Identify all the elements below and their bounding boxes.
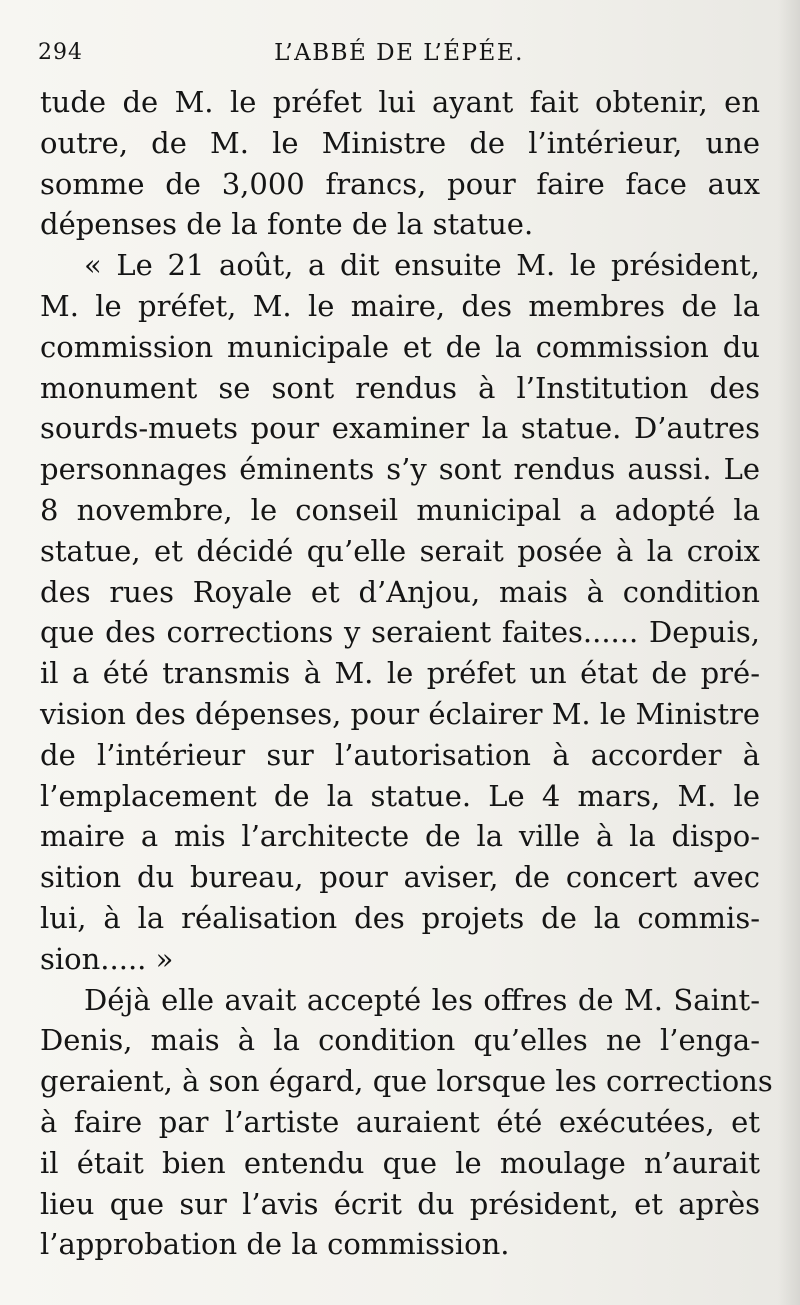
text-line: il a été transmis à M. le préfet un état de pré- (40, 656, 760, 691)
page-edge-shadow (778, 0, 800, 1305)
text-line: des rues Royale et d’Anjou, mais à condition (40, 574, 760, 609)
text-line: somme de 3,000 francs, pour faire face aux (40, 166, 760, 201)
text-line: tude de M. le préfet lui ayant fait obtenir, en (40, 85, 760, 119)
text-line: dépenses de la fonte de la statue. (40, 207, 534, 242)
text-line: monument se sont rendus à l’Institution des (40, 370, 760, 405)
text-line: geraient, à son égard, que lorsque les corrections (40, 1064, 773, 1099)
text-line: M. le préfet, M. le maire, des membres de la (40, 288, 760, 323)
text-line: Denis, mais à la condition qu’elles ne l’enga- (40, 1023, 760, 1058)
text-line: Déjà elle avait accepté les offres de M. Saint- (84, 982, 760, 1017)
text-line: il était bien entendu que le moulage n’aurait (40, 1145, 760, 1180)
text-line: 8 novembre, le conseil municipal a adopté la (40, 492, 760, 527)
text-line: vision des dépenses, pour éclairer M. le Ministre (40, 696, 760, 731)
text-line: personnages éminents s’y sont rendus aussi. Le (40, 452, 760, 487)
text-line: outre, de M. le Ministre de l’intérieur, une (40, 125, 760, 160)
text-line: commission municipale et de la commission du (40, 329, 760, 364)
text-line: l’approbation de la commission. (40, 1227, 510, 1262)
body-text (40, 82, 773, 1265)
page-number: 294 (38, 40, 83, 65)
text-line: l’emplacement de la statue. Le 4 mars, M. le (40, 778, 760, 813)
text-line: sion..... » (40, 941, 174, 976)
text-line: lui, à la réalisation des projets de la commis- (40, 900, 760, 935)
text-line: lieu que sur l’avis écrit du président, et après (40, 1186, 760, 1221)
text-line: sourds-muets pour examiner la statue. D’autres (40, 411, 760, 446)
text-line: à faire par l’artiste auraient été exécutées, et (40, 1104, 760, 1139)
text-line: que des corrections y seraient faites...... Depuis, (40, 615, 760, 650)
text-line: maire a mis l’architecte de la ville à la dispo- (40, 819, 760, 854)
running-head: L’ABBÉ DE L’ÉPÉE. (274, 40, 524, 66)
text-line: sition du bureau, pour aviser, de concert avec (40, 860, 760, 895)
page-header (38, 40, 760, 80)
text-line: statue, et décidé qu’elle serait posée à la croix (40, 533, 760, 568)
text-line: « Le 21 août, a dit ensuite M. le président, (84, 248, 760, 283)
text-line: de l’intérieur sur l’autorisation à accorder à (40, 737, 760, 772)
